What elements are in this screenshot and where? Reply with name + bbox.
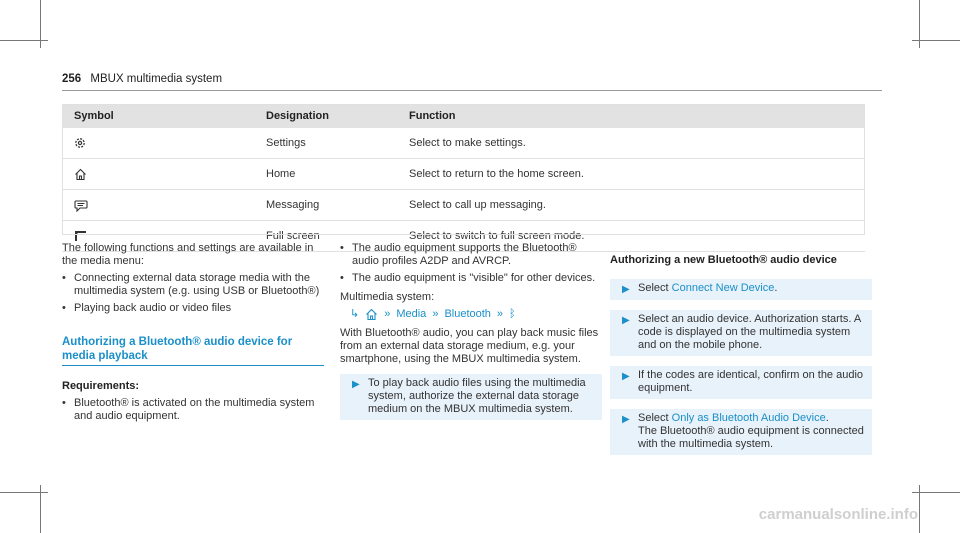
bluetooth-icon: ᛒ: [509, 308, 516, 320]
step-text: .: [774, 282, 778, 294]
header-symbol: Symbol: [74, 110, 114, 122]
double-chevron-icon: »: [384, 308, 391, 320]
designation-cell: Full screen: [266, 230, 320, 242]
bullet-dot: •: [340, 272, 344, 284]
step-text: .: [825, 412, 829, 424]
function-cell: Select to make settings.: [409, 137, 526, 149]
requirements-label: Requirements:: [62, 380, 140, 392]
double-chevron-icon: »: [496, 308, 504, 320]
bullet-text: The audio equipment supports the Bluetooth® audio profiles A2DP and AVRCP.: [352, 242, 577, 267]
fullscreen-icon: [74, 230, 87, 242]
menu-path: [340, 308, 602, 321]
column-1: [62, 242, 324, 423]
table-row: [62, 159, 865, 190]
instruction-step: [340, 374, 602, 420]
path-item-bluetooth[interactable]: Bluetooth: [444, 308, 491, 320]
step-arrow-icon: ▶: [352, 379, 360, 390]
list-item: [62, 397, 324, 423]
page-title: MBUX multimedia system: [90, 73, 223, 85]
bullet-dot: •: [340, 242, 344, 254]
body-text: With Bluetooth® audio, you can play back music files from an external data storage medium, e.g. your smartphone, using the MBUX multimedia system.: [340, 327, 599, 365]
list-item: [62, 302, 324, 315]
path-item-media[interactable]: Media: [396, 308, 427, 320]
home-icon: [74, 168, 87, 181]
step-text: Select: [638, 412, 669, 424]
instruction-step: [610, 409, 872, 455]
message-icon: [74, 199, 88, 212]
path-label: Multimedia system:: [340, 291, 435, 303]
crop-mark: [912, 492, 960, 493]
bullet-text: Bluetooth® is activated on the multimedia system and audio equipment.: [74, 397, 315, 422]
designation-cell: Settings: [266, 137, 306, 149]
page-header: [62, 73, 222, 85]
intro-text: The following functions and settings are available in the media menu:: [62, 242, 314, 267]
crop-mark: [912, 40, 960, 41]
column-2: [340, 242, 602, 420]
bullet-dot: •: [62, 272, 66, 284]
double-chevron-icon: »: [432, 308, 439, 320]
header-function: Function: [409, 110, 456, 122]
bullet-text: The audio equipment is "visible" for other devices.: [352, 272, 596, 284]
step-arrow-icon: ▶: [622, 284, 630, 295]
function-cell: Select to switch to full screen mode.: [409, 230, 585, 242]
instruction-step: [610, 279, 872, 300]
table-row: [62, 190, 865, 221]
table-row: [62, 128, 865, 159]
list-item: [340, 242, 602, 268]
section-heading: Authorizing a new Bluetooth® audio device: [610, 254, 837, 266]
designation-cell: Messaging: [266, 199, 320, 211]
step-text: Select an audio device. Authorization starts. A code is displayed on the multimedia system and on the mobile phone.: [638, 313, 861, 351]
step-text: If the codes are identical, confirm on the audio equipment.: [638, 369, 864, 394]
bullet-text: Connecting external data storage media with the multimedia system (e.g. using USB or Bluetooth®): [74, 272, 320, 297]
section-heading: Authorizing a Bluetooth® audio device for media playback: [62, 336, 293, 362]
header-designation: Designation: [266, 110, 329, 122]
list-item: [340, 272, 602, 285]
step-arrow-icon: ▶: [622, 371, 630, 382]
list-item: [62, 272, 324, 298]
instruction-step: [610, 366, 872, 399]
step-text: Select: [638, 282, 669, 294]
step-arrow-icon: ▶: [622, 414, 630, 425]
function-cell: Select to return to the home screen.: [409, 168, 584, 180]
connect-new-device-link[interactable]: Connect New Device: [671, 282, 775, 294]
header-rule: [62, 90, 882, 91]
bullet-text: Playing back audio or video files: [74, 302, 232, 314]
step-text: To play back audio files using the multimedia system, authorize the external data storage medium on the MBUX multimedia system.: [368, 377, 586, 415]
column-3: [610, 254, 872, 455]
step-result-text: The Bluetooth® audio equipment is connected with the multimedia system.: [638, 425, 864, 450]
crop-mark: [0, 492, 48, 493]
bullet-dot: •: [62, 302, 66, 314]
watermark: carmanualsonline.info: [758, 506, 918, 523]
symbol-table: [62, 104, 865, 252]
only-as-bluetooth-audio-link[interactable]: Only as Bluetooth Audio Device: [671, 412, 826, 424]
bullet-dot: •: [62, 397, 66, 409]
gear-icon: [74, 137, 86, 149]
table-header: [62, 104, 865, 128]
crop-mark: [0, 40, 48, 41]
instruction-step: [610, 310, 872, 356]
designation-cell: Home: [266, 168, 296, 180]
function-cell: Select to call up messaging.: [409, 199, 546, 211]
arrow-right-icon: ↳: [350, 308, 360, 320]
home-icon: [365, 308, 378, 321]
page-number: 256: [62, 73, 82, 85]
step-arrow-icon: ▶: [622, 315, 630, 326]
